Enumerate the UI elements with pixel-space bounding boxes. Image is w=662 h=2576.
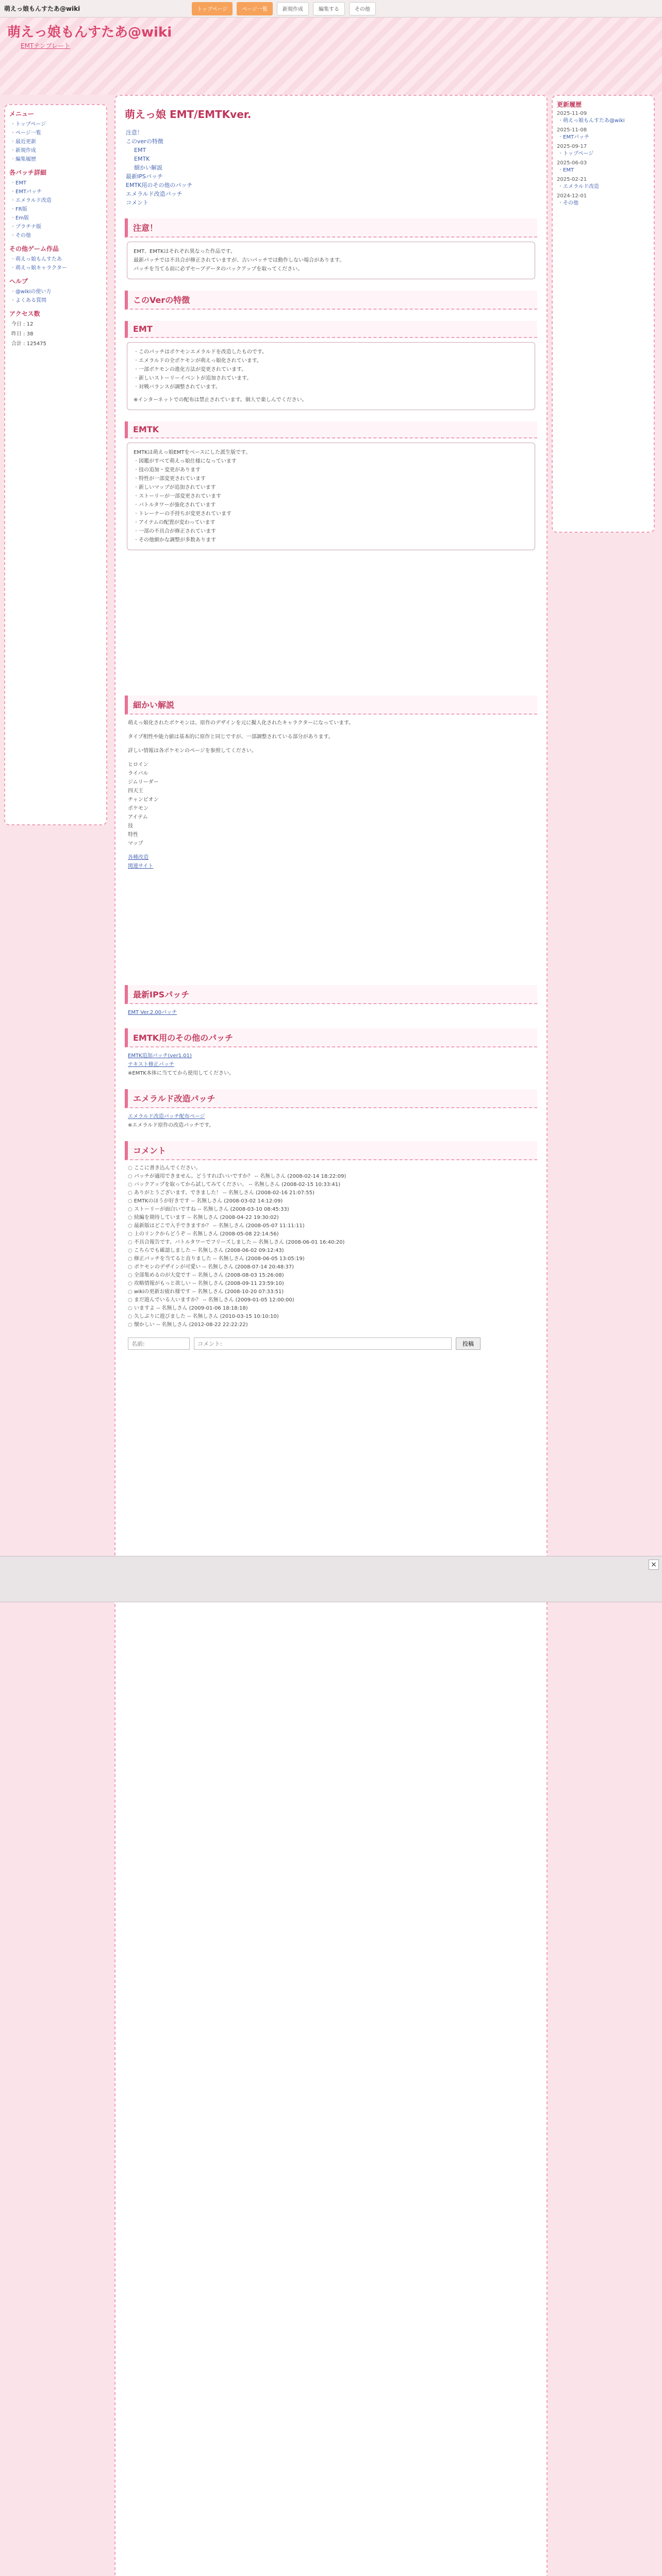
emtk-other-link[interactable]: EMTK追加パッチ(ver1.01) [128,1053,192,1059]
topbar-list-button[interactable]: ページ一覧 [237,2,273,15]
menu-item[interactable]: ・ 編集履歴 [10,155,101,164]
site-title[interactable]: 萌えっ娘もんすたあ@wiki [7,25,172,40]
patch-item[interactable]: ・ EMTパッチ [10,188,101,196]
detail-paragraph: 詳しい情報は各ポケモンのページを参照してください。 [128,748,257,754]
notice-heading: 注意！ [125,218,537,238]
main-content [114,95,548,2576]
update-date: 2025-02-21 [557,177,587,182]
feature-heading: このVerの特徴 [125,291,537,310]
comment-text-input[interactable] [194,1337,452,1350]
counter-yesterday: 昨日 : 38 [11,331,34,337]
detail-item: マップ [128,841,143,846]
detail-item: 四天王 [128,788,143,794]
emt-item: ・ このパッチはポケモンエメラルドを改造したものです。 [134,348,528,357]
top-bar [0,0,662,18]
patch-heading: 各バッチ詳細 [9,169,47,176]
detail-item: アイテム [128,815,148,820]
emtk-item: ・ その他細かな調整が多数あります [134,536,528,545]
comment: ○ こちらでも確認しました -- 名無しさん (2008-06-02 09:12:43) [128,1247,534,1255]
emtk-other-heading: EMTK用のその他のパッチ [125,1028,537,1047]
comment-list [128,1164,534,1329]
update-date: 2025-11-08 [557,127,587,133]
detail-item: ヒロイン [128,762,148,768]
topbar-edit-button[interactable]: 編集する [313,2,345,15]
right-sidebar [552,95,655,533]
update-date: 2025-09-17 [557,144,587,149]
emtk-other-note: ※EMTK本体に当ててから使用してください。 [128,1071,234,1076]
emtk-item: ・ アイテムの配置が変わっています [134,518,528,527]
ad-close-icon[interactable]: × [649,1560,659,1570]
toc-item[interactable]: 注意！ [126,129,143,136]
emtk-item: ・ 技の追加・変更があります [134,466,528,474]
ad-banner [0,1556,662,1602]
counter-total: 合計 : 125475 [11,341,46,347]
emt-item: ・ エメラルドの全ポケモンが萌えっ娘化されています。 [134,357,528,365]
comment: ○ EMTKのほうが好きです -- 名無しさん (2008-03-02 14:12:09) [128,1197,534,1206]
notice-line: 最新パッチでは不具合が修正されていますが、古いパッチでは動作しない場合があります。 [134,258,345,263]
help-item[interactable]: ・ @wikiの使い方 [10,287,101,296]
menu-item[interactable]: ・ 新規作成 [10,146,101,155]
update-date: 2025-11-09 [557,111,587,116]
emtk-other-link[interactable]: テキスト修正パッチ [128,1062,174,1067]
em-heading: エメラルド改造パッチ [125,1089,537,1108]
toc-item[interactable]: EMT [134,147,146,154]
patch-item[interactable]: ・ Em版 [10,214,101,223]
other-games-heading: その他ゲーム作品 [9,245,59,252]
detail-list [128,760,534,848]
emtk-item: ・ トレーナーの手持ちが変更されています [134,510,528,518]
ips-heading: 最新IPSパッチ [125,985,537,1004]
toc-item[interactable]: エメラルド改造パッチ [126,191,183,197]
emt-item: ・ 新しいストーリーイベントが追加されています。 [134,374,528,383]
menu-item[interactable]: ・ 最近更新 [10,138,101,146]
detail-link[interactable]: 関連サイト [128,863,154,869]
emtk-intro: EMTKは萌えっ娘EMTをベースにした派生版です。 [134,450,251,455]
notice-line: EMT、EMTKはそれぞれ異なった作品です。 [134,249,236,255]
toc-item[interactable]: 最新IPSパッチ [126,173,163,180]
detail-item: ジムリーダー [128,779,159,785]
update-date: 2025-06-03 [557,160,587,166]
detail-paragraph: タイプ相性や能力値は基本的に原作と同じですが、一部調整されている部分があります。 [128,734,334,740]
comment: ○ 続編を期待しています -- 名無しさん (2008-04-22 19:30:02) [128,1214,534,1222]
table-of-contents [126,128,536,207]
emtk-heading: EMTK [125,421,537,438]
update-link[interactable]: ・ その他 [558,199,649,208]
toc-item[interactable]: コメント [126,199,148,206]
update-link[interactable]: ・ EMTパッチ [558,133,649,142]
patch-item[interactable]: ・ エメラルド改造 [10,196,101,205]
emt-item: ・ 一部ポケモンの進化方法が変更されています。 [134,365,528,374]
detail-paragraph: 萌えっ娘化されたポケモンは、原作のデザインを元に擬人化されたキャラクターになっています。 [128,720,354,726]
help-item[interactable]: ・ よくある質問 [10,296,101,305]
comment: ○ wikiの更新お疲れ様です -- 名無しさん (2008-10-20 07:33:51) [128,1288,534,1296]
patch-item[interactable]: ・ その他 [10,231,101,240]
update-heading: 更新履歴 [557,101,582,108]
other-game-item[interactable]: ・ 萌えっ娘キャラクター [10,264,101,273]
detail-item: 特性 [128,832,138,838]
emt-box [127,342,535,410]
comment: ○ 修正パッチを当てると直りました -- 名無しさん (2008-06-05 13:05:19) [128,1255,534,1263]
update-link[interactable]: ・ EMT [558,166,649,175]
comment: ○ 久しぶりに遊びました -- 名無しさん (2010-03-15 10:10:10) [128,1313,534,1321]
site-subtitle-link[interactable]: EMTテンプレート [21,42,71,49]
update-link[interactable]: ・ 萌えっ娘もんすたあ@wiki [558,116,649,125]
patch-item[interactable]: ・ プラチナ版 [10,223,101,231]
detail-item: 技 [128,823,133,829]
detail-item: チャンピオン [128,797,159,803]
menu-item[interactable]: ・ トップページ [10,120,101,129]
em-link[interactable]: エメラルド改造パッチ配布ページ [128,1114,205,1120]
topbar-site-name[interactable]: 萌えっ娘もんすたあ@wiki [4,5,80,12]
emtk-item: ・ 一部の不具合が修正されています [134,527,528,536]
help-heading: ヘルプ [9,278,28,285]
topbar-new-button[interactable]: 新規作成 [277,2,309,15]
site-header [0,18,662,95]
comment: ○ ストーリーが面白いですね -- 名無しさん (2008-03-10 08:45:33) [128,1206,534,1214]
em-note: ※エメラルド原作の改造パッチです。 [128,1123,214,1128]
counter-today: 今日 : 12 [11,321,34,327]
comment-name-input[interactable] [128,1337,190,1350]
notice-box [127,242,535,279]
detail-links [128,853,534,871]
comment: ○ ありがとうございます、できました！ -- 名無しさん (2008-02-16 21:07:55) [128,1189,534,1197]
toc-item[interactable]: EMTK [134,156,150,162]
menu-item[interactable]: ・ ページ一覧 [10,129,101,138]
comment: ○ ポケモンのデザインが可愛い -- 名無しさん (2008-07-14 20:48:37) [128,1263,534,1272]
comment: ○ 最新版はどこで入手できますか？ -- 名無しさん (2008-05-07 11:11:11) [128,1222,534,1230]
comment: ○ 不具合報告です。バトルタワーでフリーズしました -- 名無しさん (2008-06-01 16:40:20) [128,1239,534,1247]
toc-item[interactable]: このverの特徴 [126,138,163,145]
comment: ○ バックアップを取ってから試してみてください。 -- 名無しさん (2008-02-15 10:33:41) [128,1181,534,1189]
comment: ○ 攻略情報がもっと欲しい -- 名無しさん (2008-09-11 23:59:10) [128,1280,534,1288]
spacer [115,550,547,684]
emtk-item: ・ バトルタワーが強化されています [134,501,528,510]
update-link[interactable]: ・ エメラルド改造 [558,182,649,191]
left-sidebar [4,104,107,825]
detail-item: ライバル [128,771,148,776]
comment: ○ まだ遊んでいる人いますか？ -- 名無しさん (2009-01-05 12:00:00) [128,1296,534,1304]
comment: ○ パッチが適用できません。どうすればいいですか？ -- 名無しさん (2008-02-14 18:22:09) [128,1173,534,1181]
emt-item: ・ 対戦バランスが調整されています。 [134,383,528,392]
counter-heading: アクセス数 [9,310,40,317]
detail-link[interactable]: 各種改造 [128,855,148,860]
emtk-item: ・ 図鑑がすべて萌えっ娘仕様になっています [134,457,528,466]
comment: ○ 全部集めるのが大変です -- 名無しさん (2008-08-03 15:26:08) [128,1272,534,1280]
menu-heading: メニュー [9,110,35,117]
topbar-other-button[interactable]: その他 [349,2,376,15]
emt-heading: EMT [125,321,537,338]
emtk-item: ・ ストーリーが一部変更されています [134,492,528,501]
emtk-box [127,443,535,550]
spacer [115,871,547,974]
notice-line: パッチを当てる前に必ずセーブデータのバックアップを取ってください。 [134,266,303,272]
detail-item: ポケモン [128,806,148,811]
comment-submit-button[interactable]: 投稿 [456,1337,481,1350]
update-link[interactable]: ・ トップページ [558,149,649,158]
patch-item[interactable]: ・ FR版 [10,205,101,214]
detail-heading: 細かい解説 [125,696,537,715]
page-title: 萌えっ娘 EMT/EMTKver. [125,108,252,121]
comment-form [128,1337,534,1350]
emt-note: ※インターネットでの配布は禁止されています。個人で楽しんでください。 [134,397,307,403]
comment: ○ いますよ -- 名無しさん (2009-01-06 18:18:18) [128,1304,534,1313]
other-game-item[interactable]: ・ 萌えっ娘もんすたあ [10,255,101,264]
patch-item[interactable]: ・ EMT [10,179,101,188]
toc-item[interactable]: 細かい解説 [134,164,162,171]
emtk-item: ・ 特性が一部変更されています [134,474,528,483]
comment: ○ 上のリンクからどうぞ -- 名無しさん (2008-05-08 22:14:56) [128,1230,534,1239]
comment: ○ ここに書き込んでください。 [128,1164,534,1173]
ips-link[interactable]: EMT Ver.2.00パッチ [128,1010,177,1015]
toc-item[interactable]: EMTK用のその他のパッチ [126,182,193,189]
comment-heading: コメント [125,1141,537,1160]
update-date: 2024-12-01 [557,193,587,199]
emtk-item: ・ 新しいマップが追加されています [134,483,528,492]
topbar-top-button[interactable]: トップページ [192,2,233,15]
comment: ○ 懐かしい -- 名無しさん (2012-08-22 22:22:22) [128,1321,534,1329]
